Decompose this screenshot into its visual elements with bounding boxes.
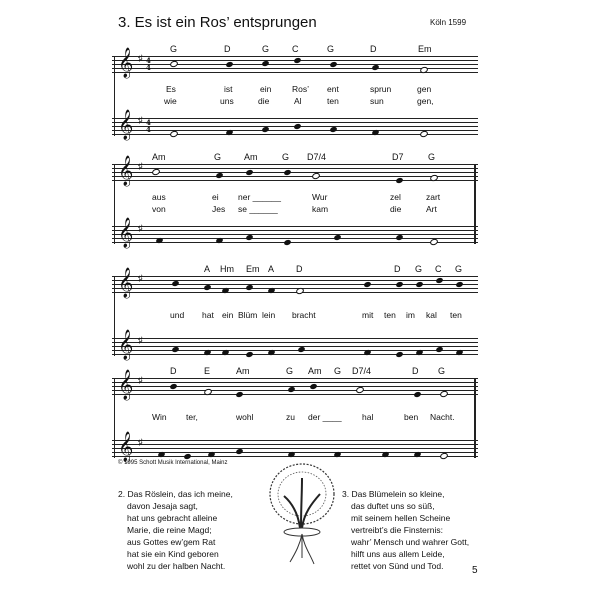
sharp-icon: ♯	[138, 375, 143, 385]
chord: G	[428, 152, 436, 162]
lyric: gen,	[417, 96, 434, 106]
page-number: 5	[472, 565, 478, 576]
lyric: ten	[384, 310, 396, 320]
chord: D	[370, 44, 377, 54]
lyric: Al	[294, 96, 302, 106]
note	[183, 453, 191, 460]
note	[261, 60, 269, 67]
note	[169, 130, 179, 138]
sharp-icon: ♯	[138, 161, 143, 171]
verse-line: hat uns gebracht alleine	[127, 513, 218, 523]
note	[395, 234, 403, 241]
note	[287, 386, 295, 393]
lyric: Nacht.	[430, 412, 455, 422]
lyric: und	[170, 310, 185, 320]
note	[203, 284, 211, 291]
song-source: Köln 1599	[430, 18, 467, 27]
treble-clef-icon: 𝄞	[118, 432, 134, 462]
chord: Am	[308, 366, 322, 376]
lyrics-line-1	[112, 84, 482, 96]
treble-clef-icon: 𝄞	[118, 48, 134, 78]
note	[225, 61, 233, 68]
chord: G	[170, 44, 178, 54]
treble-clef-icon: 𝄞	[118, 268, 134, 298]
lyric: ent	[327, 84, 339, 94]
chord: Am	[244, 152, 258, 162]
lyric: ten	[327, 96, 339, 106]
verse-line: Marie, die reine Magd;	[127, 525, 212, 535]
sharp-icon: ♯	[138, 53, 143, 63]
chord: G	[286, 366, 294, 376]
chord: G	[214, 152, 222, 162]
note	[169, 60, 179, 68]
chord: Am	[236, 366, 250, 376]
note	[415, 281, 423, 288]
note	[435, 346, 443, 353]
lyrics-line-1	[112, 310, 482, 322]
sharp-icon: ♯	[138, 273, 143, 283]
chord: G	[262, 44, 270, 54]
chord: D7	[392, 152, 404, 162]
note	[455, 281, 463, 288]
note	[311, 172, 321, 180]
note	[283, 169, 291, 176]
verse-line: mit seinem hellen Scheine	[351, 513, 451, 523]
chord: G	[282, 152, 290, 162]
verse-line: hat sie ein Kind geboren	[127, 549, 219, 559]
sharp-icon: ♯	[138, 437, 143, 447]
lyric: wie	[164, 96, 177, 106]
rose-tree-illustration	[262, 458, 342, 568]
lyric: ter,	[186, 412, 198, 422]
treble-clef-icon: 𝄞	[118, 370, 134, 400]
note	[297, 346, 305, 353]
chord: D7/4	[352, 366, 372, 376]
chord: D7/4	[307, 152, 327, 162]
music-system-2	[112, 152, 482, 262]
lyric: aus	[152, 192, 166, 202]
lyric: ben	[404, 412, 419, 422]
verse-3	[342, 488, 469, 572]
chord: D	[296, 264, 303, 274]
lyric: uns	[220, 96, 234, 106]
verse-line: 3. Das Blümelein so kleine,	[342, 489, 445, 499]
lyric: zel	[390, 192, 401, 202]
note	[419, 130, 429, 138]
note	[293, 57, 301, 64]
note	[371, 64, 379, 71]
lyric: Wur	[312, 192, 328, 202]
music-system-3	[112, 264, 482, 374]
lyric: kam	[312, 204, 329, 214]
note	[171, 280, 179, 287]
chord: E	[204, 366, 211, 376]
lyric: zart	[426, 192, 441, 202]
lyric: lein	[262, 310, 276, 320]
note	[355, 386, 365, 394]
staff-lower	[112, 218, 478, 248]
copyright-notice: © 1995 Schott Musik International, Mainz	[118, 460, 228, 466]
sharp-icon: ♯	[138, 115, 143, 125]
note	[395, 281, 403, 288]
lyric: hal	[362, 412, 374, 422]
lyric: kal	[426, 310, 437, 320]
lyrics-line-1	[112, 412, 482, 424]
note	[215, 172, 223, 179]
lyric: se ______	[238, 204, 278, 214]
note	[309, 383, 317, 390]
note	[333, 234, 341, 241]
sharp-icon: ♯	[138, 223, 143, 233]
lyric: Es	[166, 84, 176, 94]
note	[171, 346, 179, 353]
staff-lower	[112, 110, 478, 140]
note	[439, 390, 449, 398]
verse-line: wohl zu der halben Nacht.	[127, 561, 226, 571]
treble-clef-icon: 𝄞	[118, 156, 134, 186]
chord: Em	[246, 264, 260, 274]
chord: D	[412, 366, 419, 376]
lyric: mit	[362, 310, 374, 320]
lyric: Blüm	[238, 310, 258, 320]
lyric: zu	[286, 412, 295, 422]
lyric: gen	[417, 84, 432, 94]
note	[435, 277, 443, 284]
chord: G	[438, 366, 446, 376]
note	[293, 123, 301, 130]
lyrics-line-1	[112, 192, 482, 204]
note	[245, 351, 253, 358]
staff-lower	[112, 330, 478, 360]
treble-clef-icon: 𝄞	[118, 218, 134, 248]
lyric: ei	[212, 192, 219, 202]
note	[283, 239, 291, 246]
chord: Am	[152, 152, 166, 162]
lyric: ten	[450, 310, 462, 320]
time-signature: 4 4	[146, 56, 151, 72]
note	[363, 281, 371, 288]
time-signature: 4 4	[146, 118, 151, 134]
lyric: von	[152, 204, 166, 214]
note	[151, 168, 161, 176]
note	[329, 61, 337, 68]
note	[235, 391, 243, 398]
verse-line: hilft uns aus allem Leide,	[351, 549, 445, 559]
sharp-icon: ♯	[138, 335, 143, 345]
chord: D	[170, 366, 177, 376]
note	[235, 448, 243, 455]
lyrics-line-2	[112, 204, 482, 216]
lyric: ein	[260, 84, 272, 94]
note	[329, 126, 337, 133]
lyric: die	[258, 96, 270, 106]
chord: C	[435, 264, 442, 274]
verse-line: wahr’ Mensch und wahrer Gott,	[351, 537, 470, 547]
chord: Hm	[220, 264, 234, 274]
lyric: sprun	[370, 84, 392, 94]
note	[245, 169, 253, 176]
verse-line: aus Gottes ew’gem Rat	[127, 537, 216, 547]
chord: Em	[418, 44, 432, 54]
verse-line: davon Jesaja sagt,	[127, 501, 198, 511]
verse-line: rettet von Sünd und Tod.	[351, 561, 444, 571]
lyric: ner ______	[238, 192, 282, 202]
lyric: bracht	[292, 310, 316, 320]
lyric: hat	[202, 310, 214, 320]
chord: C	[292, 44, 299, 54]
chord: D	[394, 264, 401, 274]
lyric: wohl	[236, 412, 254, 422]
note	[413, 391, 421, 398]
lyric: ein	[222, 310, 234, 320]
note	[395, 177, 403, 184]
chord: A	[268, 264, 275, 274]
lyric: Art	[426, 204, 437, 214]
verse-line: das duftet uns so süß,	[351, 501, 435, 511]
note	[245, 284, 253, 291]
treble-clef-icon: 𝄞	[118, 330, 134, 360]
lyric: Ros’	[292, 84, 310, 94]
chord: G	[334, 366, 342, 376]
note	[395, 351, 403, 358]
note	[295, 287, 305, 295]
music-system-1	[112, 44, 482, 154]
chord: D	[224, 44, 231, 54]
staff-lower	[112, 432, 478, 462]
lyrics-line-2	[112, 96, 482, 108]
note	[429, 238, 439, 246]
note	[245, 234, 253, 241]
lyric: im	[406, 310, 415, 320]
note	[169, 383, 177, 390]
lyric: die	[390, 204, 402, 214]
chord: G	[455, 264, 463, 274]
lyric: ist	[224, 84, 233, 94]
chord: A	[204, 264, 211, 274]
verse-line: 2. Das Röslein, das ich meine,	[118, 489, 233, 499]
chord: G	[415, 264, 423, 274]
lyric: der ____	[308, 412, 342, 422]
lyric: Jes	[212, 204, 226, 214]
chord: G	[327, 44, 335, 54]
song-title: 3. Es ist ein Ros’ entsprungen	[118, 14, 317, 31]
lyric: Win	[152, 412, 167, 422]
verse-line: vertreibt’s die Finsternis:	[351, 525, 443, 535]
note	[261, 126, 269, 133]
verse-2	[118, 488, 233, 572]
treble-clef-icon: 𝄞	[118, 110, 134, 140]
lyric: sun	[370, 96, 384, 106]
note	[439, 452, 449, 460]
